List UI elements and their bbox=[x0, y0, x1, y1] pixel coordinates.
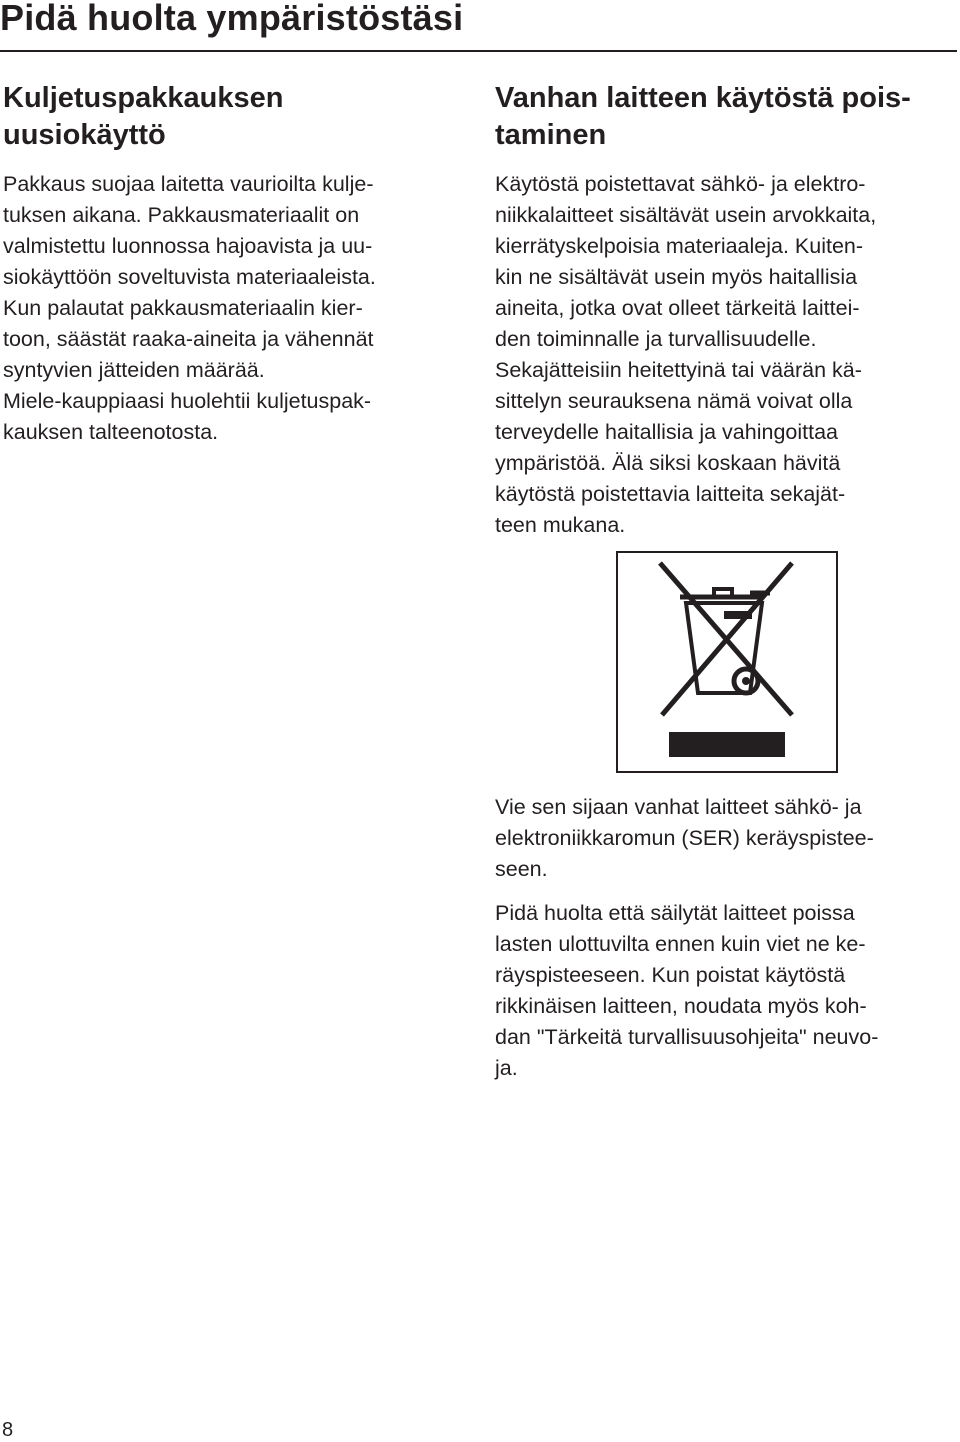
page-title: Pidä huolta ympäristöstäsi bbox=[0, 0, 464, 38]
right-column bbox=[495, 80, 957, 541]
section-heading-packaging: Kuljetuspakkauksen uusiokäyttö bbox=[3, 82, 284, 151]
collection-instructions bbox=[495, 792, 957, 1084]
safety-paragraph: Pidä huolta että säilytät laitteet poissa lasten ulottuvilta ennen kuin viet ne ke- räyspisteeseen. Kun poistat käytöstä rikkinäisen laitteen, noudata myös koh- dan "Tärkeitä turvallisuusohjeita" neuvo- ja. bbox=[495, 901, 879, 1080]
collection-paragraph: Vie sen sijaan vanhat laitteet sähkö- ja elektroniikkaromun (SER) keräyspistee- seen. bbox=[495, 795, 874, 881]
crossed-out-wheelie-bin-icon bbox=[618, 553, 836, 771]
page-number: 8 bbox=[2, 1419, 14, 1441]
disposal-paragraph: Käytöstä poistettavat sähkö- ja elektro- niikkalaitteet sisältävät usein arvokkaita, kierrätyskelpoisia materiaaleja. Kuiten- kin ne sisältävät usein myös haitallisia aineita, jotka ovat olleet tärkeitä laittei- den toiminnalle ja turvallisuudelle. Sekajätteisiin heitettyinä tai väärän kä- sittelyn seurauksena nämä voivat olla terveydelle haitallisia ja vahingoittaa ympäristöä. Älä siksi koskaan hävitä käytöstä poistettavia laitteita sekajät- teen mukana. bbox=[495, 172, 877, 537]
left-column bbox=[3, 80, 463, 448]
weee-symbol-frame bbox=[616, 551, 838, 773]
packaging-paragraph: Pakkaus suojaa laitetta vaurioilta kulje- tuksen aikana. Pakkausmateriaalit on valmistettu luonnossa hajoavista ja uu- siokäyttöön soveltuvista materiaaleista. Kun palautat pakkausmateriaalin kier- toon, säästät raaka-aineita ja vähennät syntyvien jätteiden määrää. Miele-kauppiaasi huolehtii kuljetuspak- kauksen talteenotosta. bbox=[3, 172, 376, 444]
section-heading-disposal: Vanhan laitteen käytöstä pois- taminen bbox=[495, 82, 911, 151]
title-divider bbox=[0, 50, 957, 52]
